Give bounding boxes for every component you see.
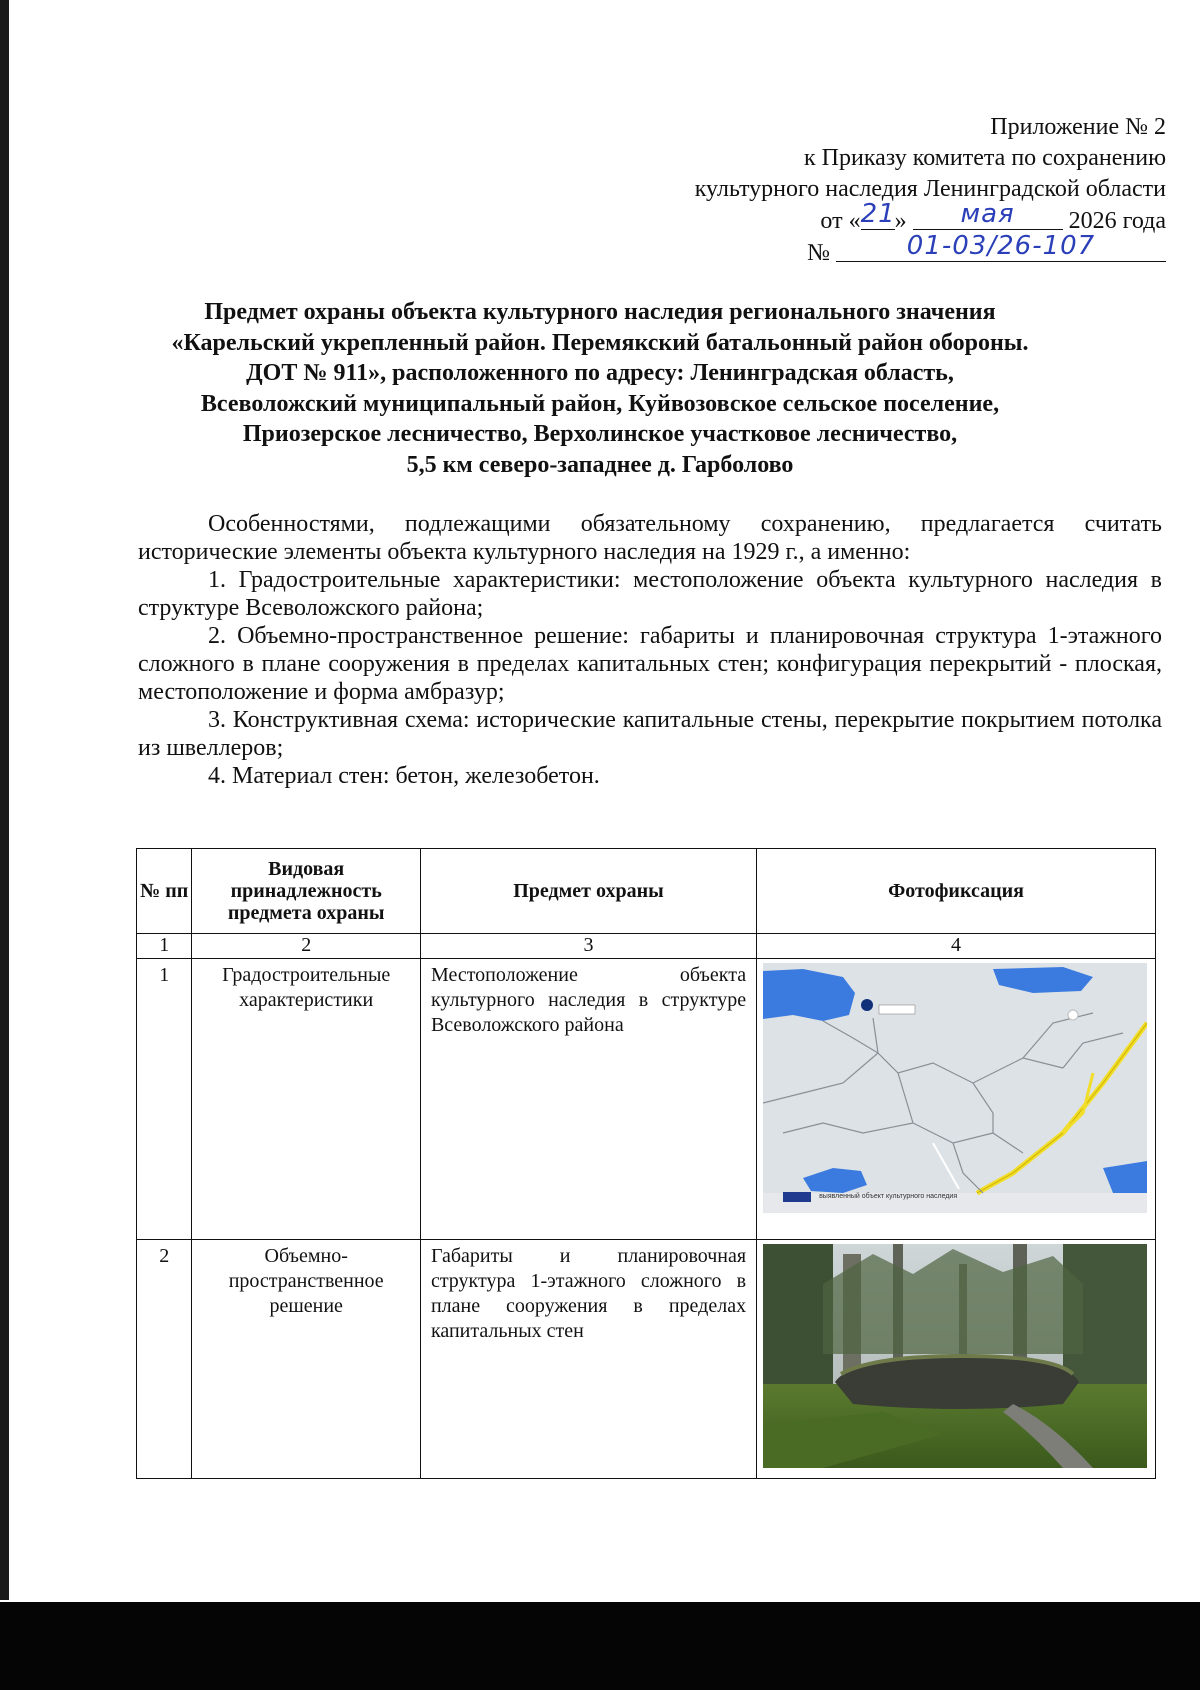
legend-swatch	[783, 1192, 811, 1202]
title-line: Приозерское лесничество, Верхолинское участковое лесничество,	[242, 421, 958, 447]
header-kind: Видовая принадлежность предмета охраны	[192, 849, 421, 934]
row-kind: Градостроительные характеристики	[192, 959, 421, 1240]
number-field	[836, 231, 1166, 262]
row-subject: Местоположение объекта культурного наследия в структуре Всеволожского района	[420, 959, 756, 1240]
title-line: «Карельский укрепленный район. Перемякский батальонный район обороны.	[171, 329, 1029, 356]
title-line: Всеволожский муниципальный район, Куйвозовское сельское поселение,	[200, 390, 1000, 417]
date-day: 21	[860, 199, 896, 229]
column-number-row	[137, 934, 1156, 959]
bunker-photo	[763, 1244, 1147, 1468]
location-map	[763, 963, 1147, 1213]
protection-table	[136, 848, 1156, 1479]
column-number: 1	[137, 934, 192, 959]
appendix-order-line: к Приказу комитета по сохранению	[803, 145, 1166, 171]
table-row	[137, 959, 1156, 1240]
header-subject: Предмет охраны	[420, 849, 756, 934]
date-prefix: от «	[820, 208, 861, 234]
list-item: 3. Конструктивная схема: исторические капитальные стены, перекрытие покрытием потолка из швеллеров;	[138, 707, 1162, 761]
row-photo	[757, 1240, 1156, 1479]
legend-label: выявленный объект культурного наследия	[819, 1193, 958, 1200]
date-mid: »	[894, 208, 907, 234]
title-line: ДОТ № 911», расположенного по адресу: Ленинградская область,	[246, 360, 954, 386]
intro-paragraph: Особенностями, подлежащими обязательному сохранению, предлагается считать исторические элементы объекта культурного наследия на 1929 г., а именно:	[138, 511, 1162, 565]
number-prefix: №	[807, 240, 830, 266]
scan-edge	[0, 0, 9, 1600]
table-row	[137, 1240, 1156, 1479]
column-number: 2	[192, 934, 421, 959]
row-subject: Габариты и планировочная структура 1-этажного сложного в плане сооружения в пределах капитальных стен	[420, 1240, 756, 1479]
row-number: 1	[137, 959, 192, 1240]
date-year: 2026 года	[1068, 208, 1166, 234]
list-item: 2. Объемно-пространственное решение: габариты и планировочная структура 1-этажного сложного в плане сооружения в пределах капитальных стен; конфигурация перекрытий - плоская, местоположение и форма амбразур;	[138, 623, 1162, 705]
list-item: 4. Материал стен: бетон, железобетон.	[208, 763, 600, 789]
document-title	[150, 297, 1050, 480]
list-item: 1. Градостроительные характеристики: местоположение объекта культурного наследия в структуре Всеволожского района;	[138, 567, 1162, 621]
date-month-field	[913, 199, 1063, 230]
title-line: 5,5 км северо-западнее д. Гарболово	[406, 451, 794, 478]
number-value: 01-03/26-107	[906, 231, 1096, 261]
map-legend	[783, 1184, 957, 1209]
column-number: 4	[757, 934, 1156, 959]
map-image	[763, 963, 1147, 1213]
column-number: 3	[420, 934, 756, 959]
appendix-number-line	[466, 231, 1166, 269]
scan-bottom-band	[0, 1602, 1200, 1690]
header-photo: Фотофиксация	[757, 849, 1156, 934]
header-number: № пп	[137, 849, 192, 934]
row-kind: Объемно-пространственное решение	[192, 1240, 421, 1479]
row-number: 2	[137, 1240, 192, 1479]
appendix-committee-line: культурного наследия Ленинградской области	[694, 176, 1166, 202]
row-photo	[757, 959, 1156, 1240]
date-day-field	[860, 199, 896, 230]
appendix-title: Приложение № 2	[990, 114, 1166, 140]
title-line: Предмет охраны объекта культурного наследия регионального значения	[204, 299, 996, 325]
date-month: мая	[960, 199, 1015, 229]
appendix-header	[466, 112, 1166, 269]
document-body	[138, 510, 1162, 790]
table-header-row	[137, 849, 1156, 934]
